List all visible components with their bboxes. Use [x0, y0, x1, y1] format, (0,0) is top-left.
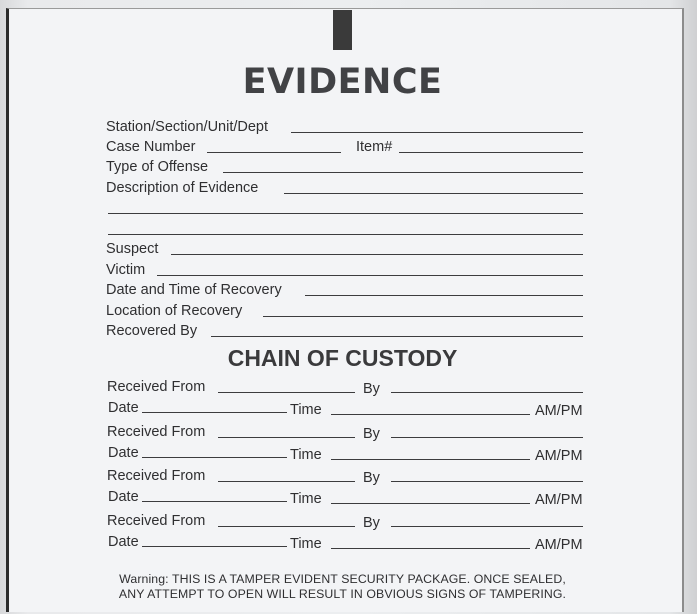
ampm-label: AM/PM — [535, 537, 583, 553]
by-field[interactable] — [391, 526, 583, 527]
received-from-field[interactable] — [218, 392, 355, 393]
location-recovery-field[interactable] — [263, 316, 583, 317]
item-label: Item# — [356, 139, 393, 155]
description-field[interactable] — [284, 193, 583, 194]
time-label: Time — [290, 402, 322, 418]
victim-label: Victim — [106, 262, 146, 278]
by-label: By — [363, 515, 380, 531]
received-from-field[interactable] — [218, 526, 355, 527]
hanging-slot — [333, 10, 352, 50]
date-field[interactable] — [142, 546, 287, 547]
date-field[interactable] — [142, 412, 287, 413]
warning-line-2: ANY ATTEMPT TO OPEN WILL RESULT IN OBVIOUS SIGNS OF TAMPERING. — [118, 587, 567, 601]
date-field[interactable] — [142, 501, 287, 502]
date-field[interactable] — [142, 457, 287, 458]
time-label: Time — [290, 491, 322, 507]
received-from-field[interactable] — [218, 437, 355, 438]
ampm-label: AM/PM — [535, 448, 583, 464]
case-number-field[interactable] — [207, 152, 341, 153]
received-from-label: Received From — [107, 424, 206, 440]
date-label: Date — [108, 489, 139, 505]
date-time-recovery-field[interactable] — [305, 295, 583, 296]
description-line-2[interactable] — [108, 213, 583, 214]
by-label: By — [363, 470, 380, 486]
recovered-by-field[interactable] — [211, 336, 583, 337]
received-from-field[interactable] — [218, 481, 355, 482]
chain-of-custody-heading: CHAIN OF CUSTODY — [227, 345, 458, 371]
by-field[interactable] — [391, 437, 583, 438]
time-field[interactable] — [331, 548, 530, 549]
form-title: EVIDENCE — [242, 62, 443, 102]
received-from-label: Received From — [107, 468, 206, 484]
time-label: Time — [290, 536, 322, 552]
offense-label: Type of Offense — [106, 159, 209, 175]
suspect-field[interactable] — [171, 254, 583, 255]
date-time-recovery-label: Date and Time of Recovery — [106, 282, 282, 298]
location-recovery-label: Location of Recovery — [106, 303, 243, 319]
date-label: Date — [108, 400, 139, 416]
by-field[interactable] — [391, 392, 583, 393]
description-line-3[interactable] — [108, 234, 583, 235]
date-label: Date — [108, 445, 139, 461]
case-number-label: Case Number — [106, 139, 196, 155]
by-field[interactable] — [391, 481, 583, 482]
received-from-label: Received From — [107, 513, 206, 529]
ampm-label: AM/PM — [535, 492, 583, 508]
time-field[interactable] — [331, 459, 530, 460]
victim-field[interactable] — [157, 275, 583, 276]
station-field[interactable] — [291, 132, 583, 133]
item-field[interactable] — [399, 152, 583, 153]
ampm-label: AM/PM — [535, 403, 583, 419]
by-label: By — [363, 426, 380, 442]
description-label: Description of Evidence — [106, 180, 259, 196]
date-label: Date — [108, 534, 139, 550]
time-label: Time — [290, 447, 322, 463]
received-from-label: Received From — [107, 379, 206, 395]
by-label: By — [363, 381, 380, 397]
suspect-label: Suspect — [106, 241, 159, 257]
time-field[interactable] — [331, 503, 530, 504]
station-label: Station/Section/Unit/Dept — [106, 119, 269, 135]
warning-line-1: Warning: THIS IS A TAMPER EVIDENT SECURITY PACKAGE. ONCE SEALED, — [119, 572, 566, 586]
time-field[interactable] — [331, 414, 530, 415]
offense-field[interactable] — [223, 172, 583, 173]
recovered-by-label: Recovered By — [106, 323, 198, 339]
